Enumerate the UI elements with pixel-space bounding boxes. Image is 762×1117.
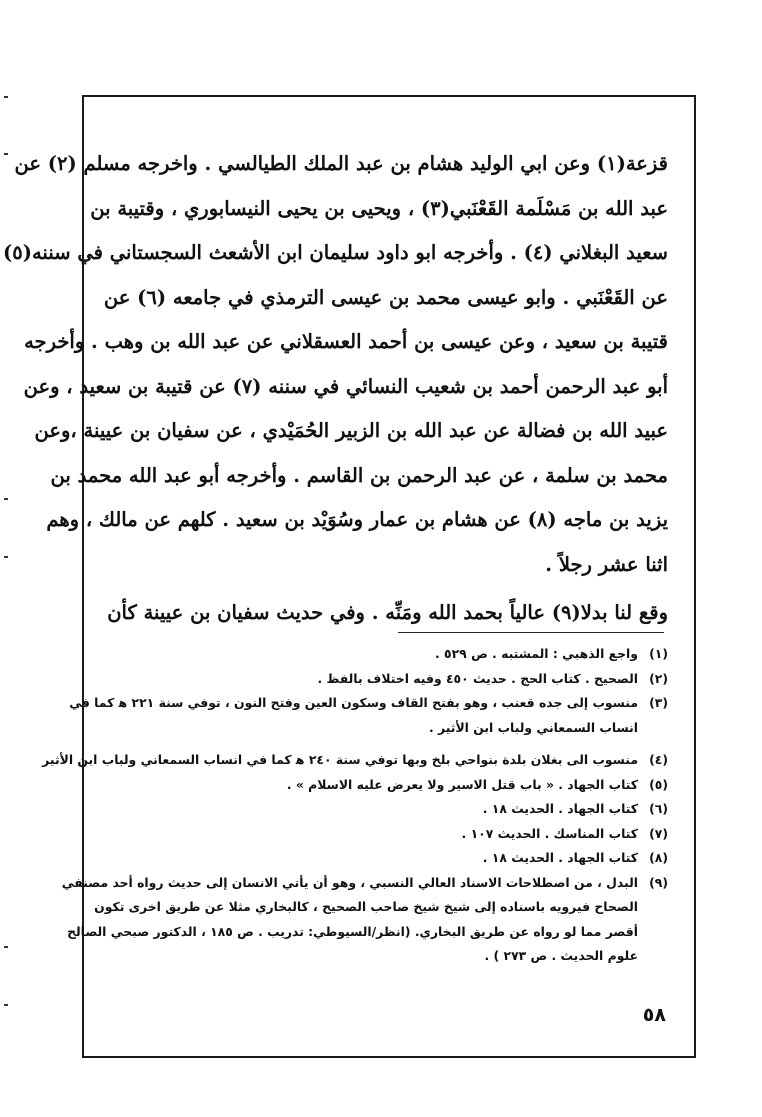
margin-mark	[4, 498, 8, 500]
margin-mark	[4, 96, 8, 98]
footnote-line: أقصر مما لو رواه عن طريق البخاري. (انظر/السيوطي: تدريب . ص ١٨٥ ، الدكتور صبحي الصالح	[67, 923, 638, 939]
text-line: اثنا عشر رجلاً .	[545, 552, 668, 576]
text-line: عبيد الله بن فضالة عن عبد الله بن الزبير الحُمَيْدي ، عن سفيان بن عيينة ،وعن	[34, 419, 668, 442]
footnote-4	[42, 748, 668, 773]
footnote-number: (٧)	[649, 825, 668, 841]
footnote-text	[62, 871, 638, 969]
footnote-text	[69, 691, 638, 740]
footnote-line: انساب السمعاني ولباب ابن الأثير .	[429, 719, 638, 735]
text-line: محمد بن سلمة ، عن عبد الرحمن بن القاسم . وأخرجه أبو عبد الله محمد بن	[50, 463, 668, 487]
footnote-separator	[398, 632, 664, 633]
margin-mark	[4, 946, 8, 948]
footnote-3	[69, 691, 668, 740]
footnote-number: (٢)	[649, 670, 668, 686]
footnote-text	[112, 642, 638, 667]
footnote-text	[42, 748, 638, 773]
paragraph-line: وقع لنا بدلا(٩) عالياً بحمد الله ومَنِّه . وفي حديث سفيان بن عيينة كأن	[107, 601, 668, 624]
footnote-text	[112, 667, 638, 692]
footnote-1	[112, 642, 668, 667]
footnote-line: كتاب المناسك . الحديث ١٠٧ .	[461, 825, 638, 841]
footnote-line: البدل ، من اصطلاحات الاسناد العالي النسبي ، وهو أن يأتي الانسان إلى حديث رواه أحد مصنفي	[61, 874, 638, 890]
footnote-text	[112, 846, 638, 871]
text-line: عبد الله بن مَسْلَمة القَعْنَبي(٣) ، ويحيى بن يحيى النيسابوري ، وقتيبة بن	[90, 196, 668, 220]
footnote-8	[112, 846, 668, 871]
main-text	[3, 142, 668, 636]
footnote-line: كتاب الجهاد . الحديث ١٨ .	[482, 850, 638, 865]
text-line: قزعة(١) وعن ابي الوليد هشام بن عبد الملك الطيالسي . واخرجه مسلم (٢) عن	[14, 152, 668, 175]
text-line: سعيد البغلاني (٤) . وأخرجه ابو داود سليمان ابن الأشعث السجستاني في سننه(٥)	[3, 241, 668, 264]
footnotes	[42, 642, 668, 969]
page-number: ٥٨	[642, 1004, 666, 1026]
footnote-line: كتاب الجهاد . « باب قتل الاسير ولا يعرض عليه الاسلام » .	[286, 776, 638, 792]
margin-mark	[4, 1004, 8, 1006]
footnote-number: (٤)	[649, 752, 668, 767]
footnote-number: (١)	[649, 646, 668, 661]
footnote-2	[112, 667, 668, 692]
footnote-5	[112, 773, 668, 798]
text-line: عن القَعْنَبي . وابو عيسى محمد بن عيسى الترمذي في جامعه (٦) عن	[103, 285, 668, 309]
footnote-line: واجع الذهبي : المشتبه . ص ٥٢٩ .	[435, 646, 638, 661]
footnote-line: منسوب إلى جده قعنب ، وهو بفتح القاف وسكون العين وفتح النون ، توفي سنة ٢٢١ ﻫ كما في	[69, 695, 638, 710]
margin-mark	[4, 153, 8, 155]
footnote-number: (٣)	[649, 695, 668, 710]
footnote-7	[112, 822, 668, 847]
text-line: أبو عبد الرحمن أحمد بن شعيب النسائي في سننه (٧) عن قتيبة بن سعيد ، وعن	[23, 374, 668, 398]
footnote-number: (٩)	[649, 874, 668, 890]
footnote-number: (٦)	[649, 801, 668, 816]
margin-mark	[4, 556, 8, 558]
footnote-line: الصحيح . كتاب الحج . حديث ٤٥٠ وفيه اختلاف بالفظ .	[317, 670, 638, 686]
footnote-line: كتاب الجهاد . الحديث ١٨ .	[482, 801, 638, 816]
footnote-number: (٨)	[649, 850, 668, 865]
footnote-line: منسوب الى بغلان بلدة بنواحي بلخ وبها توفي سنة ٢٤٠ ﻫ كما في انساب السمعاني ولباب ابن الأثير	[42, 752, 638, 767]
footnote-number: (٥)	[649, 776, 668, 792]
footnote-text	[112, 773, 638, 798]
footnote-line: الصحاح فيرويه باسناده إلى شيخ شيخ صاحب الصحيح ، كالبخاري مثلا عن طريق اخرى تكون	[94, 899, 638, 914]
text-line: يزيد بن ماجه (٨) عن هشام بن عمار وسُوَيْد بن سعيد . كلهم عن مالك ، وهم	[46, 508, 668, 531]
footnote-6	[112, 797, 668, 822]
footnote-line: علوم الحديث . ص ٢٧٣ ) .	[484, 948, 638, 963]
footnote-text	[112, 797, 638, 822]
footnote-9	[61, 871, 668, 969]
text-line: قتيبة بن سعيد ، وعن عيسى بن أحمد العسقلاني عن عبد الله بن وهب . وأخرجه	[24, 330, 668, 353]
footnote-text	[112, 822, 638, 847]
